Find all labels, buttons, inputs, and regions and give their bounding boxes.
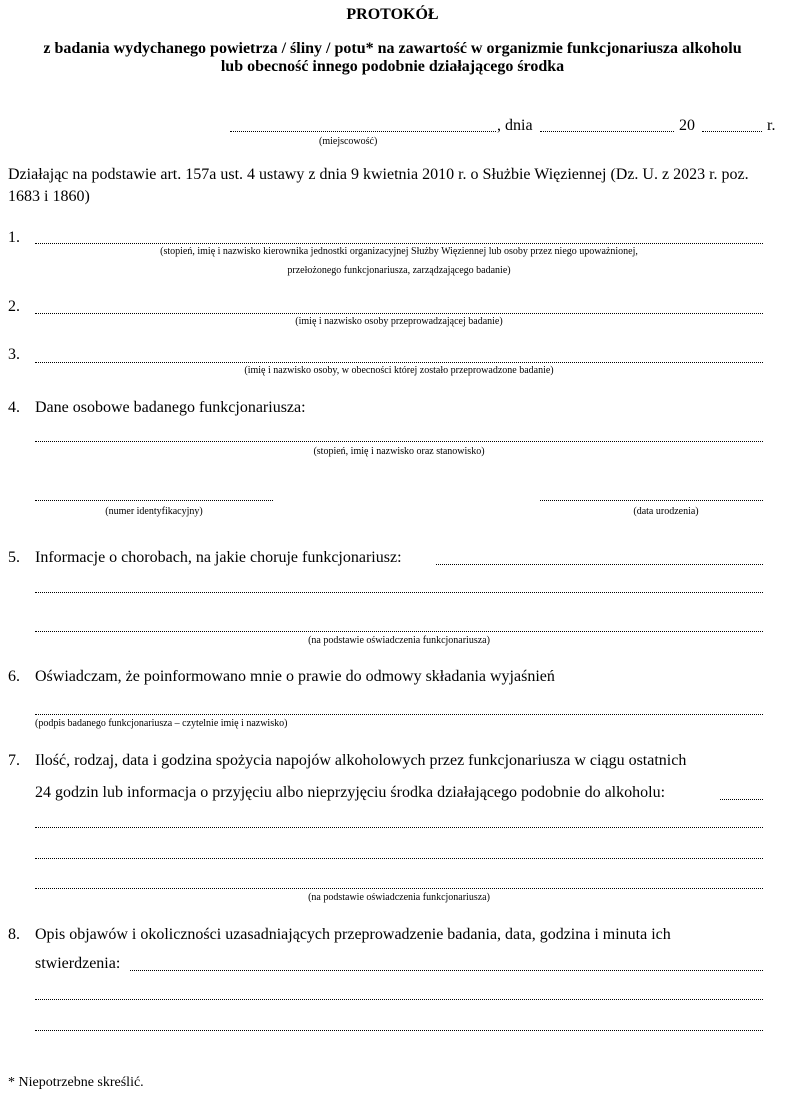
r-label: r.	[767, 117, 776, 134]
item-5-field-3[interactable]	[35, 631, 763, 632]
item-1-number: 1.	[8, 229, 20, 246]
item-5-label: Informacje o chorobach, na jakie choruje funkcjonariusz:	[35, 549, 402, 566]
item-1-caption-line1: (stopień, imię i nazwisko kierownika jednostki organizacyjnej Służby Więziennej lub osoby przez niego upoważnionej,	[160, 246, 638, 257]
item-4-number: 4.	[8, 399, 20, 416]
id-number-caption: (numer identyfikacyjny)	[105, 506, 203, 517]
birth-date-caption: (data urodzenia)	[633, 506, 699, 517]
day-month-field[interactable]	[540, 131, 674, 132]
item-2-field[interactable]	[35, 313, 763, 314]
document-title: PROTOKÓŁ	[346, 6, 439, 23]
place-field[interactable]	[230, 131, 496, 132]
item-6-label: Oświadczam, że poinformowano mnie o prawie do odmowy składania wyjaśnień	[35, 668, 555, 685]
item-5-field-1[interactable]	[436, 564, 763, 565]
item-7-caption: (na podstawie oświadczenia funkcjonariusza)	[308, 892, 490, 903]
item-8-field-1[interactable]	[130, 970, 763, 971]
item-5-caption: (na podstawie oświadczenia funkcjonariusza)	[308, 635, 490, 646]
item-8-label-line2: stwierdzenia:	[35, 955, 121, 972]
id-number-field[interactable]	[35, 500, 273, 501]
item-8-label-line1: Opis objawów i okoliczności uzasadniających przeprowadzenie badania, data, godzina i minuta ich	[35, 926, 671, 943]
item-8-field-3[interactable]	[35, 1030, 763, 1031]
item-2-number: 2.	[8, 298, 20, 315]
item-3-field[interactable]	[35, 362, 763, 363]
dnia-label: , dnia	[497, 117, 533, 134]
birth-date-field[interactable]	[540, 500, 763, 501]
item-1-field[interactable]	[35, 243, 763, 244]
item-8-field-2[interactable]	[35, 999, 763, 1000]
intro-paragraph: Działając na podstawie art. 157a ust. 4 ustawy z dnia 9 kwietnia 2010 r. o Służbie Więziennej (Dz. U. z 2023 r. poz. 1683 i 1860)	[8, 166, 749, 205]
item-3-number: 3.	[8, 346, 20, 363]
officer-rank-name-caption: (stopień, imię i nazwisko oraz stanowisko)	[313, 446, 485, 457]
item-1-caption-line2: przełożonego funkcjonariusza, zarządzającego badanie)	[287, 265, 511, 276]
item-4-label: Dane osobowe badanego funkcjonariusza:	[35, 399, 306, 416]
year-prefix: 20	[679, 117, 695, 134]
document-subtitle-line1: z badania wydychanego powietrza / śliny / potu* na zawartość w organizmie funkcjonariusza alkoholu	[43, 40, 742, 57]
item-7-field-2[interactable]	[35, 827, 763, 828]
item-8-number: 8.	[8, 926, 20, 943]
item-6-number: 6.	[8, 668, 20, 685]
footnote: * Niepotrzebne skreślić.	[8, 1075, 144, 1090]
item-2-caption: (imię i nazwisko osoby przeprowadzającej badanie)	[295, 316, 503, 327]
item-7-label-line2: 24 godzin lub informacja o przyjęciu albo nieprzyjęciu środka działającego podobnie do alkoholu:	[35, 784, 666, 801]
year-field[interactable]	[702, 131, 762, 132]
item-7-field-4[interactable]	[35, 888, 763, 889]
item-3-caption: (imię i nazwisko osoby, w obecności której zostało przeprowadzone badanie)	[244, 365, 554, 376]
item-7-label-line1: Ilość, rodzaj, data i godzina spożycia napojów alkoholowych przez funkcjonariusza w ciągu ostatnich	[35, 752, 687, 769]
item-5-field-2[interactable]	[35, 592, 763, 593]
item-7-field-1[interactable]	[720, 799, 763, 800]
signature-field[interactable]	[35, 714, 763, 715]
place-caption: (miejscowość)	[319, 136, 378, 147]
document-subtitle-line2: lub obecność innego podobnie działającego środka	[220, 58, 565, 75]
item-5-number: 5.	[8, 549, 20, 566]
signature-caption: (podpis badanego funkcjonariusza – czytelnie imię i nazwisko)	[35, 718, 288, 729]
item-7-number: 7.	[8, 752, 20, 769]
officer-rank-name-field[interactable]	[35, 441, 763, 442]
item-7-field-3[interactable]	[35, 858, 763, 859]
